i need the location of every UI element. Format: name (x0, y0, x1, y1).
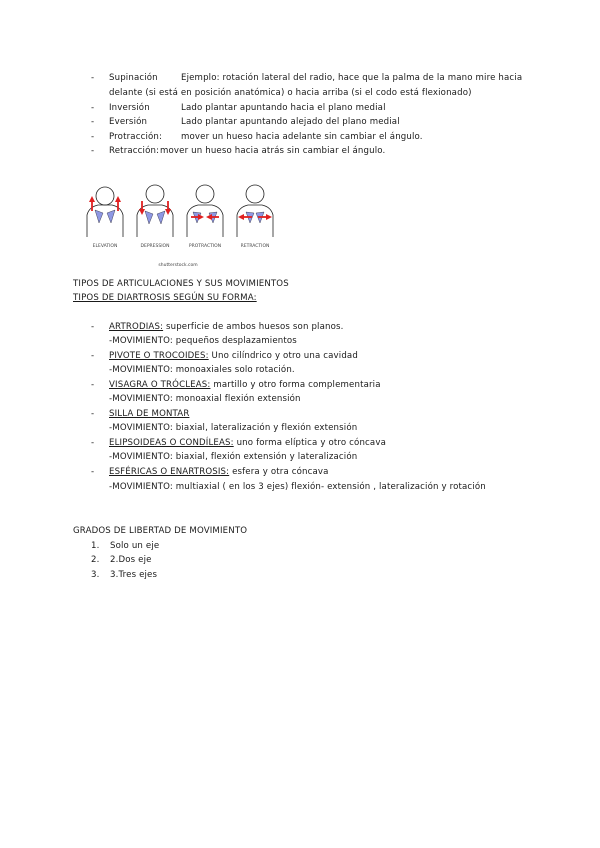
movement-desc: Lado plantar apuntando alejado del plano medial (181, 117, 400, 127)
joint-entry (109, 409, 189, 420)
list-dash: - (91, 103, 95, 113)
movement-desc: mover un hueso hacia atrás sin cambiar el ángulo. (160, 146, 386, 156)
joint-name: PIVOTE O TROCOIDES: (109, 351, 209, 361)
degree-number: 2. (91, 555, 100, 565)
joint-name: ESFÉRICAS O ENARTROSIS: (109, 467, 230, 477)
list-dash: - (91, 438, 95, 448)
list-dash: - (91, 146, 95, 156)
figure-label: DEPRESSION (140, 244, 170, 249)
list-dash: - (91, 322, 95, 332)
list-dash: - (91, 467, 95, 477)
figure-label: ELEVATION (92, 244, 118, 249)
movement-name: Supinación (109, 73, 158, 83)
joint-movement: -MOVIMIENTO: monoaxiales solo rotación. (109, 365, 295, 375)
joint-entry (109, 438, 386, 449)
movement-name: Eversión (109, 117, 148, 127)
movement-name: Inversión (109, 103, 150, 113)
joint-movement: -MOVIMIENTO: multiaxial ( en los 3 ejes) flexión- extensión , lateralización y rotación (109, 482, 486, 492)
figure-label: PROTRACTION (188, 244, 222, 249)
joint-name: VISAGRA O TRÓCLEAS: (109, 380, 211, 390)
degree-item: 2.Dos eje (110, 555, 152, 565)
joint-desc: uno forma elíptica y otro cóncava (233, 438, 387, 448)
joint-entry (109, 380, 381, 391)
figure-credit: shutterstock.com (158, 263, 198, 268)
figure-label: RETRACTION (240, 244, 270, 249)
joint-entry (109, 351, 358, 362)
list-dash: - (91, 351, 95, 361)
movement-name: Retracción: (109, 146, 160, 156)
joint-desc: martillo y otro forma complementaria (210, 380, 381, 390)
joint-desc: superficie de ambos huesos son planos. (163, 322, 344, 332)
heading-grados-libertad: GRADOS DE LIBERTAD DE MOVIMIENTO (73, 526, 248, 536)
list-dash: - (91, 409, 95, 419)
movement-name: Protracción: (109, 132, 163, 142)
heading-tipos-articulaciones: TIPOS DE ARTICULACIONES Y SUS MOVIMIENTOS (73, 279, 289, 289)
degree-item: Solo un eje (110, 541, 160, 551)
joint-movement: -MOVIMIENTO: monoaxial flexión extensión (109, 394, 301, 404)
joint-movement: -MOVIMIENTO: pequeños desplazamientos (109, 336, 297, 346)
movement-desc-cont: delante (si está en posición anatómica) o hacia arriba (si el codo está flexionado) (109, 88, 472, 98)
movement-desc: Ejemplo: rotación lateral del radio, hace que la palma de la mano mire hacia (181, 73, 523, 83)
joint-movement: -MOVIMIENTO: biaxial, flexión extensión y lateralización (109, 452, 358, 462)
joint-name: ARTRODIAS: (109, 322, 164, 332)
movement-desc: mover un hueso hacia adelante sin cambiar el ángulo. (181, 132, 423, 142)
joint-entry (109, 467, 329, 478)
list-dash: - (91, 132, 95, 142)
shoulder-movements-figure (74, 167, 282, 275)
joint-name: SILLA DE MONTAR (109, 409, 190, 419)
list-dash: - (91, 73, 95, 83)
degree-item: 3.Tres ejes (110, 570, 158, 580)
joint-movement: -MOVIMIENTO: biaxial, lateralización y flexión extensión (109, 423, 358, 433)
joint-entry (109, 322, 344, 333)
list-dash: - (91, 380, 95, 390)
list-dash: - (91, 117, 95, 127)
degree-number: 1. (91, 541, 100, 551)
joint-name: ELIPSOIDEAS O CONDÍLEAS: (109, 438, 234, 448)
heading-tipos-diartrosis: TIPOS DE DIARTROSIS SEGÚN SU FORMA: (73, 293, 257, 303)
movement-desc: Lado plantar apuntando hacia el plano medial (181, 103, 386, 113)
joint-desc: esfera y otra cóncava (229, 467, 329, 477)
degree-number: 3. (91, 570, 100, 580)
joint-desc: Uno cilíndrico y otro una cavidad (208, 351, 358, 361)
